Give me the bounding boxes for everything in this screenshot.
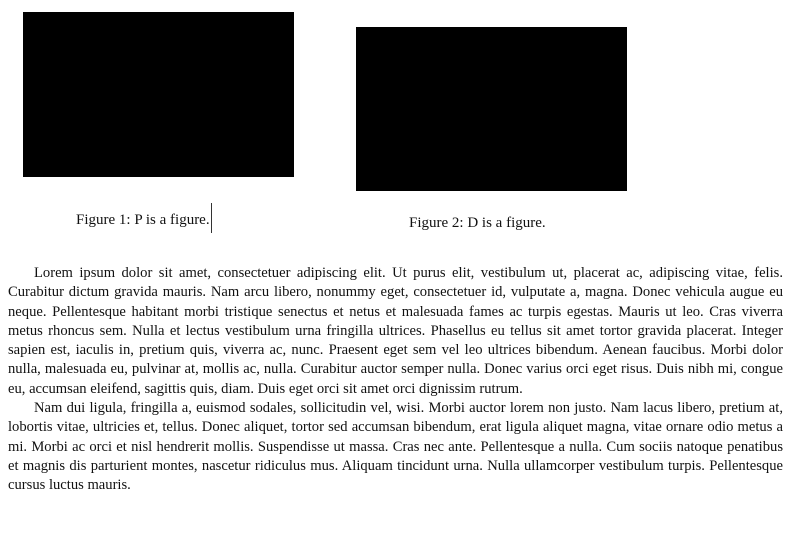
body-text <box>8 264 783 496</box>
text-cursor <box>211 203 212 233</box>
paragraph-2: Nam dui ligula, fringilla a, euismod sodales, sollicitudin vel, wisi. Morbi auctor lorem non justo. Nam lacus libero, pretium at, lobortis vitae, ultricies et, tellus. Donec aliquet, tortor sed accumsan bibendum, erat ligula aliquet magna, vitae ornare odio metus a mi. Morbi ac orci et nisl hendrerit mollis. Suspendisse ut massa. Cras nec ante. Pellentesque a nulla. Cum sociis natoque penatibus et magnis dis parturient montes, nascetur ridiculus mus. Aliquam tincidunt urna. Nulla ullamcorper vestibulum turpis. Pellentesque cursus luctus mauris. <box>8 400 783 494</box>
figure-1-caption <box>76 203 212 233</box>
figure-1-caption-text: Figure 1: P is a figure. <box>76 212 210 228</box>
figure-1-image <box>23 12 294 177</box>
paragraph-1: Lorem ipsum dolor sit amet, consectetuer adipiscing elit. Ut purus elit, vestibulum ut, placerat ac, adipiscing vitae, felis. Curabitur dictum gravida mauris. Nam arcu libero, nonummy eget, consectetuer id, vulputate a, magna. Donec vehicula augue eu neque. Pellentesque habitant morbi tristique senectus et netus et malesuada fames ac turpis egestas. Mauris ut leo. Cras viverra metus rhoncus sem. Nulla et lectus vestibulum urna fringilla ultrices. Phasellus eu tellus sit amet tortor gravida placerat. Integer sapien est, iaculis in, pretium quis, viverra ac, nunc. Praesent eget sem vel leo ultrices bibendum. Aenean faucibus. Morbi dolor nulla, malesuada eu, pulvinar at, mollis ac, nulla. Curabitur auctor semper nulla. Donec varius orci eget risus. Duis nibh mi, congue eu, accumsan eleifend, sagittis quis, diam. Duis eget orci sit amet orci dignissim rutrum. <box>8 265 783 397</box>
figure-2-caption: Figure 2: D is a figure. <box>409 215 546 231</box>
figure-2-image <box>356 27 627 191</box>
